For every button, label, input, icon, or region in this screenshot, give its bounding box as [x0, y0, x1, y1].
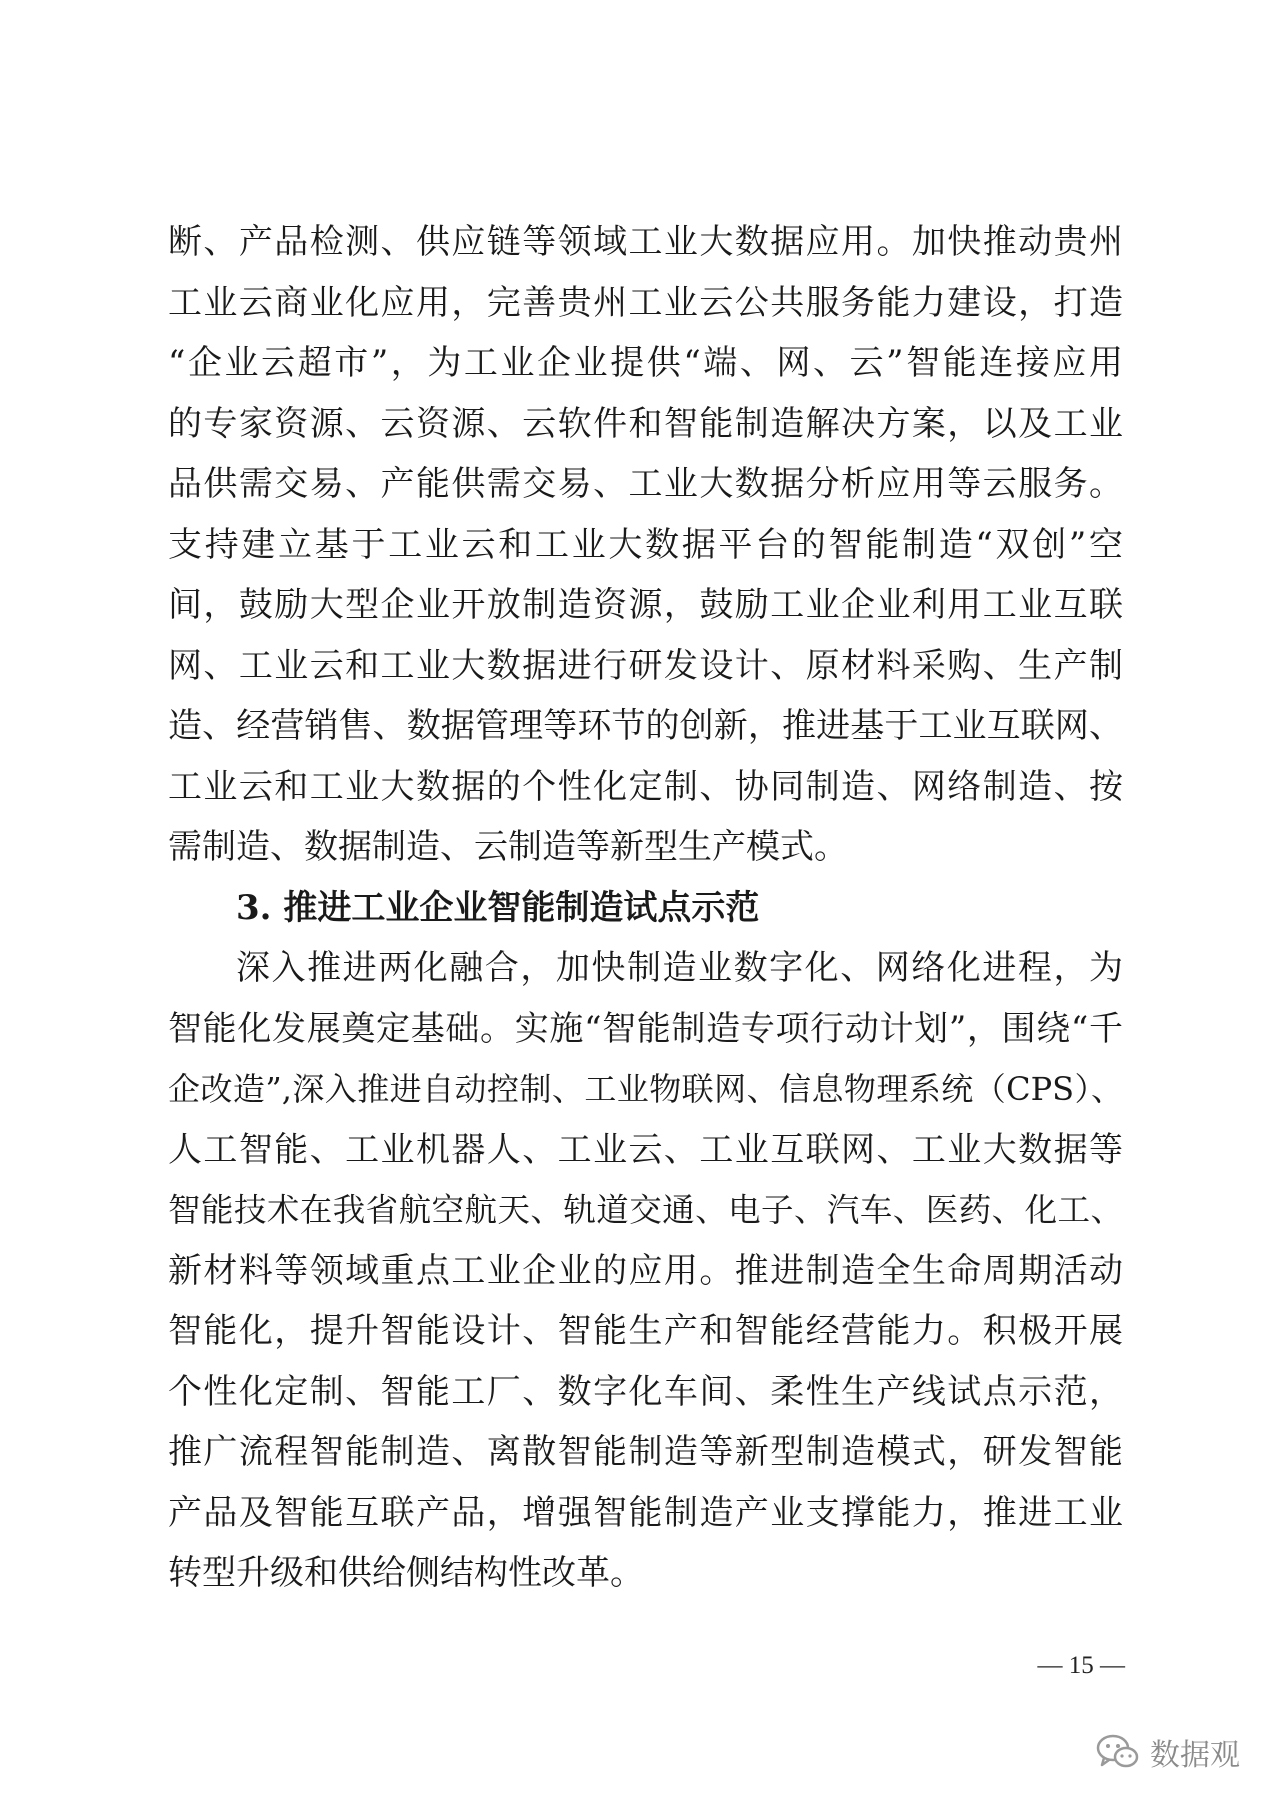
watermark	[1096, 1730, 1240, 1774]
text-line: 人工智能、工业机器人、工业云、工业互联网、工业大数据等	[168, 1129, 1123, 1170]
page-number: — 15 —	[1037, 1652, 1125, 1679]
text-line: 智能化，提升智能设计、智能生产和智能经营能力。积极开展	[168, 1311, 1123, 1351]
text-line: 造、经营销售、数据管理等环节的创新，推进基于工业互联网、	[168, 706, 1123, 746]
text-line: 工业云商业化应用，完善贵州工业云公共服务能力建设，打造	[168, 282, 1123, 323]
text-line: 深入推进两化融合，加快制造业数字化、网络化进程，为	[236, 948, 1123, 988]
text-line: 企改造”,深入推进自动控制、工业物联网、信息物理系统（CPS）、	[168, 1070, 1123, 1108]
section-heading: 3. 推进工业企业智能制造试点示范	[236, 887, 760, 928]
text-line: 间，鼓励大型企业开放制造资源，鼓励工业企业利用工业互联	[168, 585, 1123, 625]
text-line: 需制造、数据制造、云制造等新型生产模式。	[168, 827, 848, 867]
text-line: 个性化定制、智能工厂、数字化车间、柔性生产线试点示范，	[168, 1371, 1123, 1412]
text-line: 断、产品检测、供应链等领域工业大数据应用。加快推动贵州	[168, 222, 1123, 262]
text-line: 网、工业云和工业大数据进行研发设计、原材料采购、生产制	[168, 645, 1123, 686]
text-line: 转型升级和供给侧结构性改革。	[168, 1553, 644, 1593]
watermark-text: 数据观	[1150, 1738, 1240, 1773]
text-line: 支持建立基于工业云和工业大数据平台的智能制造“双创”空	[168, 524, 1123, 565]
text-line: 工业云和工业大数据的个性化定制、协同制造、网络制造、按	[168, 766, 1123, 807]
text-line: 品供需交易、产能供需交易、工业大数据分析应用等云服务。	[168, 464, 1123, 504]
text-line: “企业云超市”，为工业企业提供“端、网、云”智能连接应用	[168, 343, 1123, 383]
text-line: 的专家资源、云资源、云软件和智能制造解决方案，以及工业	[168, 403, 1123, 444]
text-line: 智能化发展奠定基础。实施“智能制造专项行动计划”，围绕“千	[168, 1008, 1123, 1049]
text-line: 推广流程智能制造、离散智能制造等新型制造模式，研发智能	[168, 1432, 1123, 1472]
document-body	[168, 212, 1123, 1604]
text-line: 新材料等领域重点工业企业的应用。推进制造全生命周期活动	[168, 1250, 1123, 1291]
wechat-icon	[1096, 1733, 1140, 1771]
text-line: 产品及智能互联产品，增强智能制造产业支撑能力，推进工业	[168, 1492, 1123, 1533]
text-line: 智能技术在我省航空航天、轨道交通、电子、汽车、医药、化工、	[168, 1191, 1123, 1229]
